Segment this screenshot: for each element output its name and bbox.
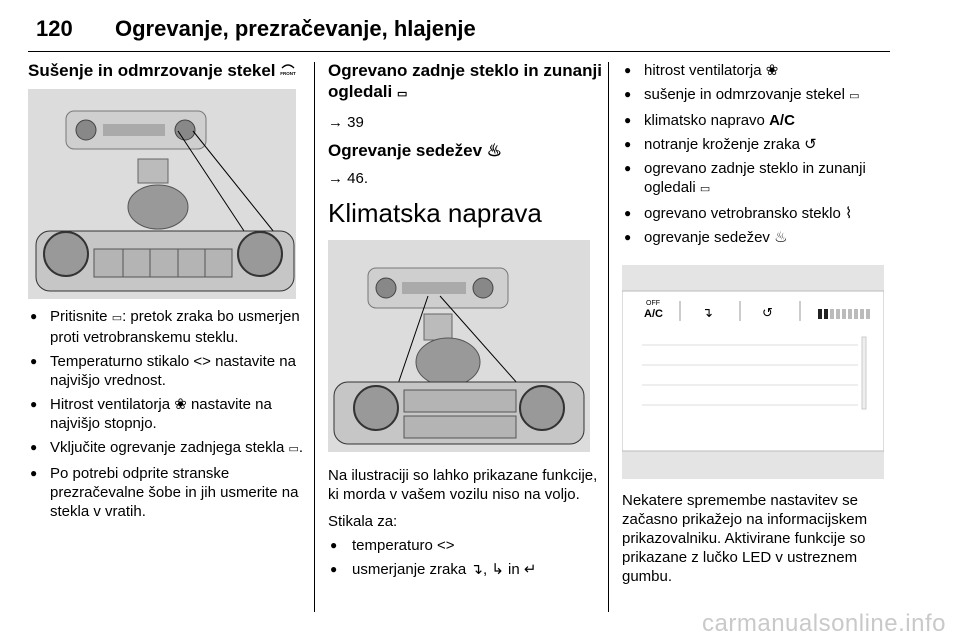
fan-level-step xyxy=(830,309,834,319)
column-1 xyxy=(28,60,308,521)
climate-drawing xyxy=(328,240,590,452)
fan-level-step xyxy=(836,309,840,319)
rear-window-heating-icon: ▭ xyxy=(699,183,711,195)
fan-level-step xyxy=(848,309,852,319)
fan-level-step xyxy=(866,309,870,319)
list-item: ● Vključite ogrevanje zadnjega stekla ▭. xyxy=(28,438,308,459)
fan-level-step xyxy=(818,309,822,319)
display-ac-label: A/C xyxy=(644,308,663,320)
list-item: ● temperaturo ˂˃ xyxy=(328,536,603,555)
air-distribution-icon: ↵ xyxy=(523,561,537,578)
info-paragraph: Nekatere spremembe nastavitev se začasno prikažejo na informacijskem prikazovalniku. Aktivirane funkcije so prikazane z lučko LED v ustreznem gumbu. xyxy=(622,492,868,585)
display-ac-off-label: OFF xyxy=(646,300,660,307)
list-item: ● ogrevano zadnje steklo in zunanji ogledali ▭ xyxy=(622,159,892,199)
console-illustration xyxy=(28,89,296,299)
climate-illustration xyxy=(328,240,590,452)
page-number: 120 xyxy=(36,16,73,41)
windscreen-defrost-icon: ▭ xyxy=(849,90,860,102)
air-distribution-icon: ↴ xyxy=(470,561,483,578)
list-item: ● ogrevano vetrobransko steklo ⌇ xyxy=(622,204,892,223)
heated-windscreen-icon: ⌇ xyxy=(844,205,853,222)
temperature-icon: ˂˃ xyxy=(193,353,211,370)
console-drawing xyxy=(28,89,296,299)
watermark: carmanualsonline.info xyxy=(702,610,946,637)
list-item: ● ogrevanje sedežev ♨ xyxy=(622,228,892,247)
fan-level-bar xyxy=(818,309,870,319)
list-item: ● usmerjanje zraka ↴, ↳ in ↵ xyxy=(328,560,603,579)
list-item: ● klimatsko napravo A/C xyxy=(622,111,892,130)
arrow-icon: → xyxy=(328,114,343,131)
intro-paragraph: Na ilustraciji so lahko prikazane funkcije, ki morda v vašem vozilu niso na voljo. xyxy=(328,467,598,503)
rear-window-heating-icon: ▭ xyxy=(396,88,408,100)
section-heading-rear-window: Ogrevano zadnje steklo in zunanji ogledali ▭ xyxy=(328,61,602,101)
seat-heating-icon: ♨ xyxy=(486,141,503,160)
column-3 xyxy=(622,60,892,586)
page-reference: → 39 xyxy=(328,114,364,131)
fan-level-step xyxy=(842,309,846,319)
column-2 xyxy=(328,60,603,579)
section-heading-defrost: Sušenje in odmrzovanje stekel FRONT xyxy=(28,61,297,80)
recirculation-icon: ↺ xyxy=(804,136,817,153)
list-item: ● Pritisnite ▭: pretok zraka bo usmerjen proti vetrobranskemu steklu. xyxy=(28,307,308,347)
list-item: ● Po potrebi odprite stranske prezračevalne šobe in jih usmerite na stekla v vratih. xyxy=(28,464,308,521)
chapter-title: Ogrevanje, prezračevanje, hlajenje xyxy=(115,16,476,41)
list-item: ● Temperaturno stikalo ˂˃ nastavite na najvišjo vrednost. xyxy=(28,352,308,390)
list-item: ● sušenje in odmrzovanje stekel ▭ xyxy=(622,85,892,106)
svg-text:FRONT: FRONT xyxy=(280,71,297,76)
seat-heating-icon: ♨ xyxy=(774,229,788,246)
page-header xyxy=(28,6,890,52)
list-item: ● notranje kroženje zraka ↺ xyxy=(622,135,892,154)
air-distribution-icon: ↴ xyxy=(702,306,713,321)
fan-level-step xyxy=(824,309,828,319)
info-display-illustration xyxy=(622,265,884,479)
column-divider xyxy=(608,62,609,612)
temperature-icon: ˂˃ xyxy=(437,537,455,554)
list-item: ● hitrost ventilatorja ❀ xyxy=(622,61,892,80)
arrow-icon: → xyxy=(328,170,343,187)
column-divider xyxy=(314,62,315,612)
switches-label: Stikala za: xyxy=(328,513,398,530)
defrost-steps xyxy=(28,307,308,521)
fan-icon: ❀ xyxy=(765,62,779,79)
page-reference: → 46. xyxy=(328,170,369,187)
list-item: ● Hitrost ventilatorja ❀ nastavite na najvišjo stopnjo. xyxy=(28,395,308,433)
function-list xyxy=(622,61,892,247)
rear-window-heating-icon: ▭ xyxy=(288,443,299,455)
section-title: Klimatska naprava xyxy=(328,198,542,228)
recirculation-icon: ↺ xyxy=(762,306,773,321)
air-distribution-icon: ↳ xyxy=(491,561,504,578)
fan-level-step xyxy=(860,309,864,319)
info-display-drawing xyxy=(622,265,884,479)
windscreen-defrost-icon: ▭ xyxy=(111,312,123,324)
fan-level-step xyxy=(854,309,858,319)
switch-list xyxy=(328,536,603,579)
section-heading-seat-heating: Ogrevanje sedežev ♨ xyxy=(328,141,503,160)
windscreen-defrost-icon xyxy=(280,62,296,76)
fan-icon: ❀ xyxy=(174,396,187,413)
